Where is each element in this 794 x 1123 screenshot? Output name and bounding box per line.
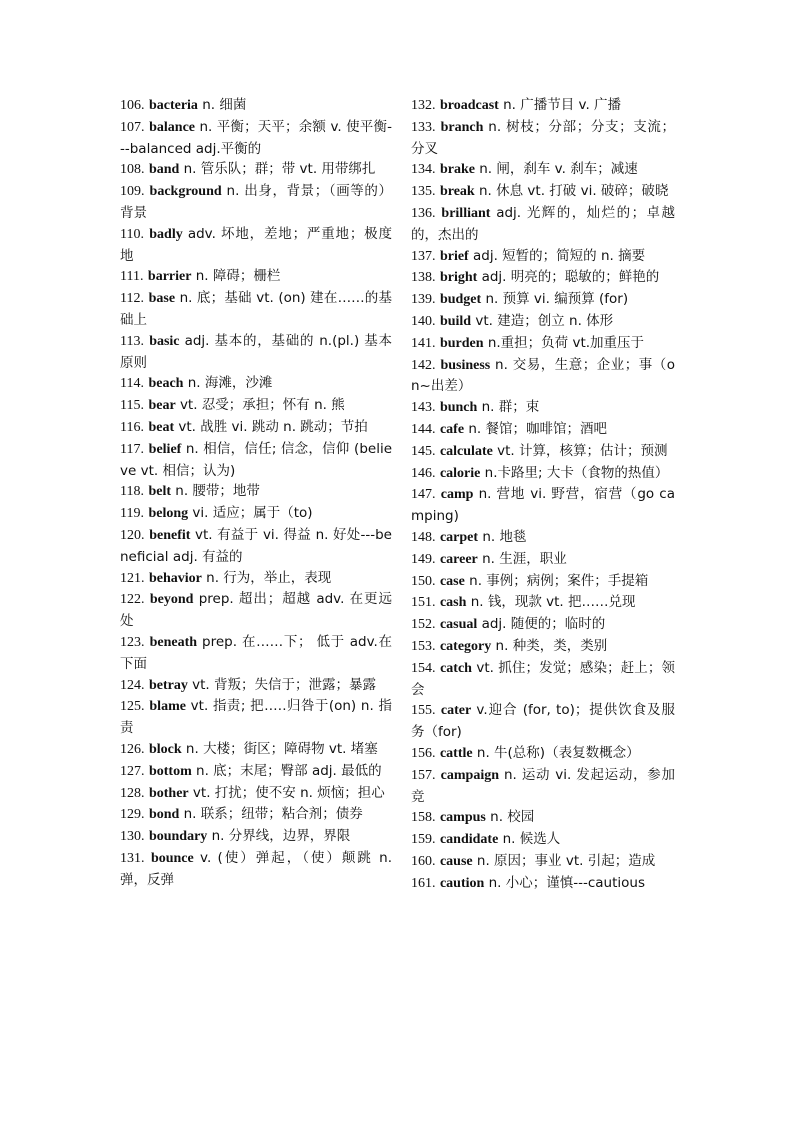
entry-number: 143.: [411, 400, 436, 416]
entry-word: barrier: [147, 269, 192, 285]
vocab-entry: [411, 311, 675, 333]
entry-number: 117.: [120, 441, 144, 457]
vocab-entry: [411, 873, 675, 895]
entry-definition: n.卡路里; 大卡（食物的热值）: [480, 464, 669, 481]
vocab-entry: [120, 95, 392, 117]
entry-number: 115.: [120, 398, 144, 414]
vocab-entry: [411, 203, 675, 246]
vocab-entry: [411, 571, 675, 593]
vocab-entry: [411, 527, 675, 549]
vocab-entry: [411, 636, 675, 658]
entry-word: candidate: [439, 832, 499, 848]
entry-number: 158.: [411, 810, 436, 826]
vocab-entry: [411, 397, 675, 419]
entry-definition: n. 闸，刹车 v. 刹车；减速: [474, 161, 638, 178]
entry-word: band: [148, 162, 180, 178]
entry-definition: v. (使）弹起，（使）颠跳 n. 弹，反弹: [120, 849, 392, 888]
entry-number: 127.: [120, 763, 145, 779]
entry-definition: n. 海滩，沙滩: [183, 375, 273, 392]
entry-definition: n. 预算 vi. 编预算 (for): [481, 291, 629, 308]
entry-number: 145.: [411, 443, 436, 459]
entry-definition: adj. 光辉的，灿烂的；卓越的，杰出的: [411, 204, 676, 243]
entry-word: cattle: [439, 745, 473, 761]
vocab-entry: [120, 826, 392, 848]
entry-word: campaign: [440, 767, 499, 783]
entry-word: betray: [148, 677, 188, 693]
vocab-entry: [411, 246, 675, 268]
right-column: [411, 95, 675, 894]
entry-definition: vt. 打扰；使不安 n. 烦恼；担心: [188, 784, 385, 801]
vocab-entry: [120, 503, 392, 525]
vocab-entry: [120, 696, 392, 739]
entry-definition: n. 生涯，职业: [477, 550, 567, 567]
entry-number: 112.: [120, 291, 144, 307]
entry-number: 108.: [120, 162, 145, 178]
entry-word: bother: [148, 785, 189, 801]
entry-definition: n. 底；末尾；臀部 adj. 最低的: [191, 762, 382, 779]
vocab-entry: [411, 765, 675, 808]
entry-word: camp: [440, 487, 474, 503]
vocab-entry: [411, 441, 675, 463]
entry-definition: n. 树枝；分部；分支；支流；分叉: [411, 118, 676, 157]
entry-number: 139.: [411, 292, 436, 308]
entry-definition: vt. 忍受；承担；怀有 n. 熊: [175, 397, 345, 414]
entry-definition: adj. 基本的，基础的 n.(pl.) 基本原则: [120, 332, 393, 371]
entry-word: background: [149, 184, 222, 200]
entry-word: brilliant: [441, 205, 491, 221]
entry-number: 146.: [411, 465, 436, 481]
entry-definition: n. 联系；纽带；粘合剂；债券: [179, 806, 363, 823]
entry-number: 154.: [411, 660, 436, 676]
entry-word: blame: [149, 699, 186, 715]
vocab-entry: [411, 807, 675, 829]
vocab-entry: [411, 743, 675, 765]
entry-number: 110.: [120, 226, 144, 242]
entry-number: 159.: [411, 832, 436, 848]
entry-number: 148.: [411, 529, 436, 545]
vocab-entry: [411, 463, 675, 485]
entry-number: 151.: [411, 595, 436, 611]
vocab-entry: [120, 783, 392, 805]
entry-word: broadcast: [439, 98, 499, 113]
entry-definition: vi. 适应；属于（to): [188, 505, 313, 522]
entry-number: 113.: [120, 333, 144, 349]
entry-definition: n. 分界线，边界，界限: [207, 828, 351, 845]
entry-word: bacteria: [148, 98, 198, 113]
vocab-entry: [411, 117, 675, 160]
vocab-entry: [411, 592, 675, 614]
vocab-entry: [120, 417, 392, 439]
entry-number: 134.: [411, 162, 436, 178]
entry-definition: adj. 短暂的；简短的 n. 摘要: [468, 247, 646, 264]
entry-definition: vt. 建造；创立 n. 体形: [471, 312, 614, 329]
entry-number: 118.: [120, 484, 144, 500]
entry-word: caution: [439, 875, 485, 891]
entry-word: career: [439, 551, 478, 567]
entry-word: balance: [149, 119, 195, 135]
entry-number: 138.: [411, 270, 436, 286]
entry-definition: n. 管乐队；群；带 vt. 用带绑扎: [179, 161, 376, 178]
entry-word: brief: [439, 248, 469, 264]
entry-word: carpet: [439, 529, 479, 545]
entry-definition: prep. 在……下； 低于 adv.在下面: [120, 633, 392, 672]
vocab-entry: [120, 589, 392, 632]
vocab-entry: [411, 267, 675, 289]
vocab-entry: [120, 373, 392, 395]
entry-definition: n. 行为，举止，表现: [201, 569, 332, 586]
entry-number: 144.: [411, 421, 436, 437]
entry-word: bear: [148, 398, 176, 414]
entry-word: bounce: [150, 850, 194, 866]
vocab-entry: [120, 331, 392, 374]
entry-definition: vt. 指责; 把…‥归咎于(on) n. 指责: [120, 698, 392, 737]
entry-number: 132.: [411, 98, 436, 113]
entry-word: belt: [148, 484, 171, 500]
entry-number: 130.: [120, 829, 145, 845]
entry-number: 150.: [411, 573, 436, 589]
entry-definition: v.迎合 (for, to)；提供饮食及服务（for): [411, 702, 675, 741]
vocab-entry: [411, 549, 675, 571]
entry-word: beyond: [149, 592, 194, 608]
entry-number: 157.: [411, 767, 436, 783]
entry-word: bond: [148, 807, 180, 823]
vocab-entry: [411, 355, 675, 398]
vocab-entry: [120, 739, 392, 761]
entry-definition: n. 小心；谨慎---cautious: [484, 874, 645, 891]
vocab-entry: [120, 568, 392, 590]
entry-definition: n. 营地 vi. 野营，宿营（go camping): [411, 486, 676, 525]
entry-definition: adv. 坏地，差地；严重地；极度地: [120, 225, 392, 264]
entry-word: case: [439, 573, 465, 589]
entry-number: 141.: [411, 335, 436, 351]
entry-word: belong: [148, 506, 189, 522]
entry-definition: n. 细菌: [197, 97, 247, 113]
entry-word: business: [440, 357, 491, 373]
entry-definition: n. 腰带；地带: [171, 483, 260, 500]
entry-word: block: [148, 741, 182, 757]
entry-number: 123.: [120, 634, 145, 650]
entry-number: 121.: [120, 570, 145, 586]
vocab-entry: [120, 761, 392, 783]
entry-word: calorie: [439, 465, 481, 481]
entry-word: burden: [439, 335, 484, 351]
vocab-entry: [120, 481, 392, 503]
entry-number: 136.: [411, 205, 436, 221]
entry-number: 131.: [120, 850, 145, 866]
entry-word: cause: [439, 853, 473, 869]
vocab-entry: [411, 333, 675, 355]
entry-word: beat: [148, 419, 175, 435]
entry-definition: n. 出身，背景；（画等的）背景: [120, 183, 392, 221]
entry-word: badly: [149, 226, 183, 242]
vocab-entry: [120, 804, 392, 826]
entry-definition: n.重担；负荷 vt.加重压于: [483, 334, 645, 351]
entry-number: 122.: [120, 592, 145, 608]
entry-number: 107.: [120, 119, 145, 135]
entry-word: basic: [149, 333, 180, 349]
entry-definition: n. 候选人: [498, 831, 561, 848]
entry-number: 153.: [411, 638, 436, 654]
entry-definition: n. 种类，类，类别: [491, 637, 608, 654]
vocab-entry: [411, 95, 675, 117]
vocab-entry: [411, 159, 675, 181]
entry-word: calculate: [439, 443, 493, 459]
entry-word: bright: [439, 270, 478, 286]
vocab-entry: [120, 632, 392, 675]
entry-word: boundary: [148, 829, 208, 845]
entry-definition: n. 障碍；栅栏: [191, 268, 281, 285]
entry-definition: n. 牛(总称)（表复数概念）: [472, 744, 640, 761]
entry-definition: n. 钱，现款 vt. 把……兑现: [466, 594, 636, 611]
entry-definition: adj. 随便的；临时的: [477, 616, 606, 633]
entry-definition: n. 大楼；街区；障碍物 vt. 堵塞: [181, 740, 378, 757]
entry-word: benefit: [149, 527, 191, 543]
vocab-entry: [120, 117, 392, 160]
entry-number: 161.: [411, 875, 436, 891]
entry-number: 133.: [411, 119, 436, 135]
entry-definition: n. 事例；病例；案件；手提箱: [464, 572, 649, 589]
entry-definition: n. 校园: [485, 809, 535, 826]
vocab-entry: [120, 266, 392, 288]
entry-number: 156.: [411, 745, 436, 761]
entry-number: 128.: [120, 785, 145, 801]
vocab-entry: [411, 181, 675, 203]
vocab-entry: [411, 484, 675, 527]
entry-number: 106.: [120, 98, 145, 113]
entry-word: base: [148, 291, 176, 307]
vocab-entry: [120, 848, 392, 891]
vocab-entry: [411, 700, 675, 743]
entry-definition: vt. 计算，核算；估计；预测: [492, 442, 668, 459]
entry-definition: n. 餐馆；咖啡馆；酒吧: [464, 420, 607, 437]
entry-number: 140.: [411, 313, 436, 329]
entry-definition: n. 底；基础 vt. (on) 建在……的基础上: [120, 290, 392, 328]
entry-definition: n. 广播节目 v. 广播: [498, 97, 622, 113]
vocab-entry: [411, 658, 675, 701]
entry-number: 152.: [411, 617, 436, 633]
vocab-entry: [120, 675, 392, 697]
entry-word: beneath: [149, 634, 198, 650]
vocab-entry: [120, 224, 392, 267]
entry-number: 142.: [411, 357, 436, 373]
vocab-entry: [120, 181, 392, 224]
entry-word: bunch: [439, 400, 478, 416]
left-column: [120, 95, 392, 890]
entry-definition: n. 交易，生意；企业；事（on~出差）: [411, 356, 675, 395]
entry-number: 124.: [120, 677, 145, 693]
vocab-entry: [411, 419, 675, 441]
entry-number: 111.: [120, 269, 144, 285]
entry-definition: vt. 有益于 vi. 得益 n. 好处---beneficial adj. 有益的: [120, 526, 392, 565]
vocab-entry: [120, 525, 392, 568]
entry-number: 119.: [120, 506, 144, 522]
entry-word: casual: [439, 617, 478, 633]
entry-word: branch: [440, 119, 484, 135]
entry-number: 149.: [411, 551, 436, 567]
entry-word: build: [439, 313, 472, 329]
vocab-entry: [120, 159, 392, 181]
entry-number: 135.: [411, 184, 436, 200]
vocab-entry: [411, 614, 675, 636]
entry-definition: vt. 背叛；失信于；泄露；暴露: [187, 676, 376, 693]
entry-word: cater: [440, 703, 472, 719]
vocab-entry: [411, 829, 675, 851]
entry-word: cafe: [439, 421, 465, 437]
entry-word: cash: [439, 595, 467, 611]
entry-definition: n. 地毯: [478, 528, 527, 545]
entry-definition: n. 休息 vt. 打破 vi. 破碎；破晓: [474, 183, 669, 200]
entry-number: 147.: [411, 487, 436, 503]
entry-number: 126.: [120, 741, 145, 757]
entry-definition: n. 相信，信任; 信念，信仰 (believe vt. 相信；认为): [120, 440, 393, 479]
entry-definition: vt. 抓住；发觉；感染；赶上；领会: [411, 659, 676, 698]
entry-number: 160.: [411, 853, 436, 869]
entry-definition: vt. 战胜 vi. 跳动 n. 跳动；节拍: [174, 418, 368, 435]
entry-number: 125.: [120, 699, 145, 715]
entry-definition: n. 群；束: [477, 399, 540, 416]
vocab-entry: [120, 288, 392, 331]
entry-number: 114.: [120, 376, 144, 392]
vocab-entry: [120, 439, 392, 482]
entry-number: 137.: [411, 248, 436, 264]
entry-word: break: [439, 184, 475, 200]
entry-word: behavior: [148, 570, 202, 586]
entry-word: brake: [439, 162, 475, 178]
entry-number: 116.: [120, 419, 144, 435]
entry-definition: adj. 明亮的；聪敏的；鲜艳的: [477, 269, 660, 286]
entry-word: beach: [148, 376, 184, 392]
entry-word: catch: [440, 660, 472, 676]
entry-number: 120.: [120, 527, 145, 543]
entry-number: 129.: [120, 807, 145, 823]
entry-word: campus: [439, 810, 486, 826]
entry-definition: n. 平衡；天平；余额 v. 使平衡---balanced adj.平衡的: [120, 118, 392, 157]
entry-number: 155.: [411, 703, 436, 719]
entry-word: belief: [148, 441, 182, 457]
vocab-entry: [411, 289, 675, 311]
entry-word: bottom: [148, 763, 192, 779]
vocab-entry: [120, 395, 392, 417]
entry-word: budget: [439, 292, 482, 308]
entry-definition: n. 原因；事业 vt. 引起；造成: [472, 852, 656, 869]
entry-word: category: [439, 638, 492, 654]
entry-definition: n. 运动 vi. 发起运动，参加竞: [411, 766, 675, 805]
entry-number: 109.: [120, 184, 145, 200]
entry-definition: prep. 超出；超越 adv. 在更远处: [120, 591, 392, 630]
vocab-entry: [411, 851, 675, 873]
